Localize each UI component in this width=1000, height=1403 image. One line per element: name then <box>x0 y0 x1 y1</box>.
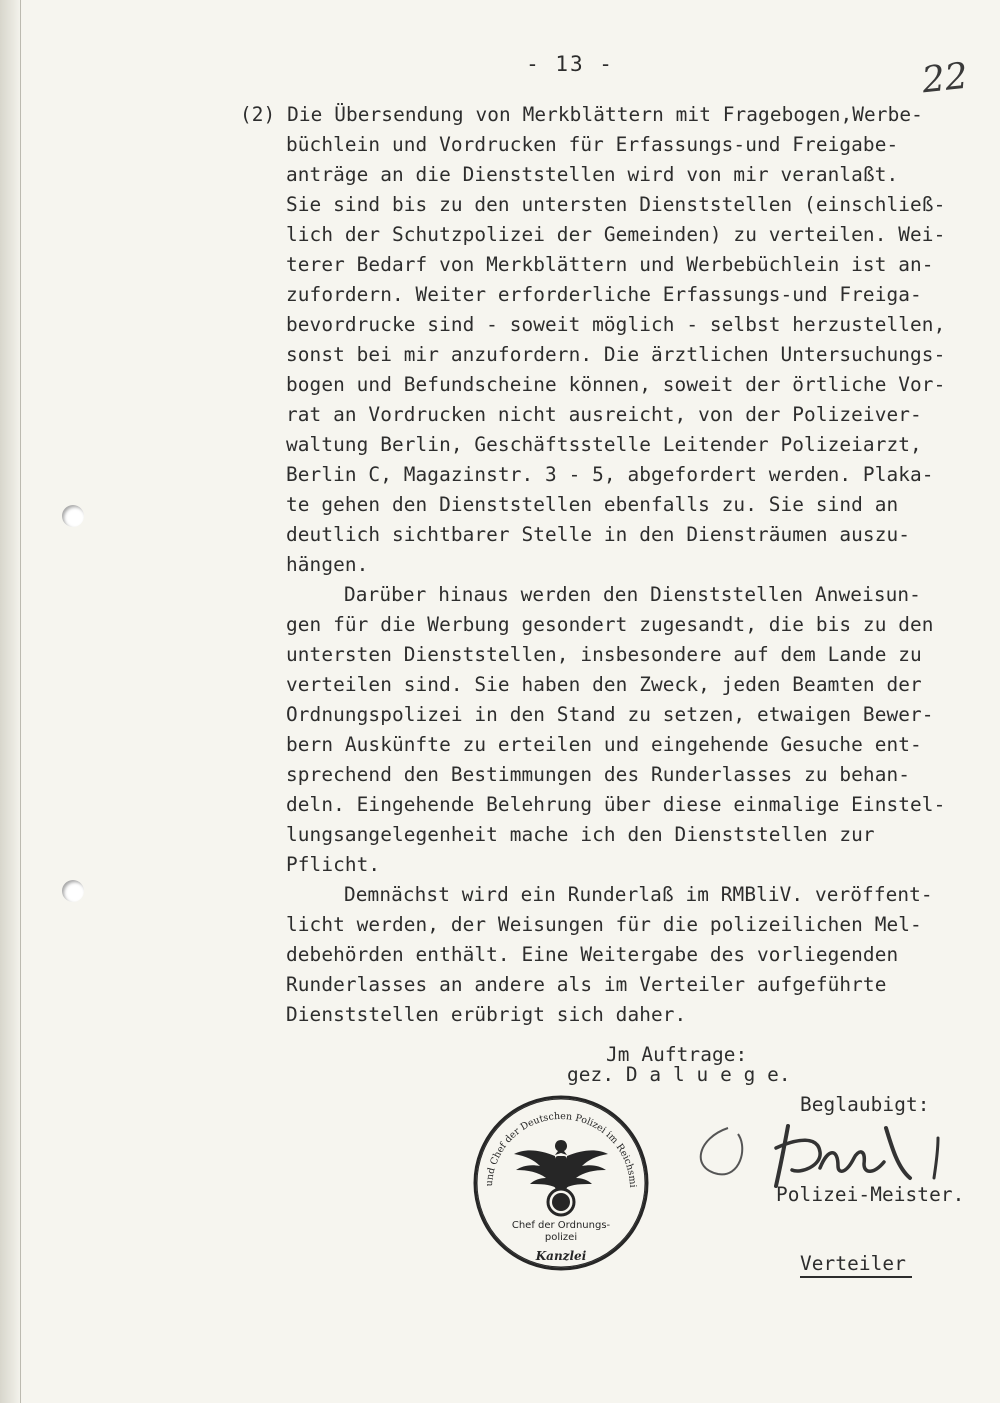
text-line: zufordern. Weiter erforderliche Erfassungs-und Freiga- <box>286 283 922 306</box>
certified-label: Beglaubigt: <box>800 1093 930 1116</box>
handwritten-signature <box>688 1108 958 1198</box>
eagle-emblem-icon <box>514 1140 608 1190</box>
text-line: debehörden enthält. Eine Weitergabe des vorliegenden <box>286 943 899 966</box>
stamp-outer-text: und Chef der Deutschen Polizei im Reichsmi <box>483 1110 639 1188</box>
text-line: lich der Schutzpolizei der Gemeinden) zu verteilen. Wei- <box>286 223 946 246</box>
archive-number: 22 <box>919 55 970 102</box>
text-line: Pflicht. <box>286 853 381 876</box>
punch-hole-top <box>62 505 84 527</box>
stamp-inner-text-1: Chef der Ordnungs- <box>511 1220 611 1231</box>
text-line: untersten Dienststellen, insbesondere auf dem Lande zu <box>286 643 922 666</box>
text-line: te gehen den Dienststellen ebenfalls zu. Sie sind an <box>286 493 899 516</box>
text-line: verteilen sind. Sie haben den Zweck, jeden Beamten der <box>286 673 922 696</box>
text-line: bevordrucke sind - soweit möglich - selbst herzustellen, <box>286 313 946 336</box>
wreath-emblem-icon <box>548 1189 574 1215</box>
text-line: bogen und Befundscheine können, soweit der örtliche Vor- <box>286 373 946 396</box>
text-line: büchlein und Vordrucken für Erfassungs-und Freigabe- <box>286 133 899 156</box>
text-line: licht werden, der Weisungen für die polizeilichen Mel- <box>286 913 922 936</box>
official-stamp <box>470 1092 652 1274</box>
rank-label: Polizei-Meister. <box>776 1183 965 1206</box>
text-line: Berlin C, Magazinstr. 3 - 5, abgefordert werden. Plaka- <box>286 463 934 486</box>
signed-by-line: gez. D a l u e g e. <box>567 1063 791 1086</box>
text-line: sprechend den Bestimmungen des Runderlasses zu behan- <box>286 763 911 786</box>
im-auftrage-label: Jm Auftrage: <box>606 1043 748 1066</box>
text-line: Dienststellen erübrigt sich daher. <box>286 1003 687 1026</box>
stamp-bottom-text: Kanzlei <box>535 1249 587 1263</box>
text-line: deutlich sichtbarer Stelle in den Diensträumen auszu- <box>286 523 911 546</box>
page-number: - 13 - <box>526 52 614 76</box>
text-line: terer Bedarf von Merkblättern und Werbebüchlein ist an- <box>286 253 934 276</box>
scan-edge <box>0 0 22 1403</box>
stamp-graphic <box>470 1092 652 1274</box>
text-line: Demnächst wird ein Runderlaß im RMBliV. veröffent- <box>344 883 933 906</box>
text-line: Ordnungspolizei in den Stand zu setzen, etwaigen Bewer- <box>286 703 934 726</box>
text-line: lungsangelegenheit mache ich den Dienststellen zur <box>286 823 875 846</box>
text-line: gen für die Werbung gesondert zugesandt, die bis zu den <box>286 613 934 636</box>
text-line: waltung Berlin, Geschäftsstelle Leitender Polizeiarzt, <box>286 433 922 456</box>
text-line: sonst bei mir anzufordern. Die ärztlichen Untersuchungs- <box>286 343 946 366</box>
text-line: anträge an die Dienststellen wird von mir veranlaßt. <box>286 163 899 186</box>
text-line: Darüber hinaus werden den Dienststellen Anweisun- <box>344 583 921 606</box>
punch-hole-bottom <box>62 880 84 902</box>
stamp-inner-text-2: polizei <box>544 1232 578 1243</box>
text-line: rat an Vordrucken nicht ausreicht, von der Polizeiver- <box>286 403 922 426</box>
distribution-underline <box>800 1276 912 1278</box>
distribution-label: Verteiler <box>800 1252 906 1275</box>
text-line: deln. Eingehende Belehrung über diese einmalige Einstel- <box>286 793 946 816</box>
text-line: hängen. <box>286 553 369 576</box>
text-line: (2) Die Übersendung von Merkblättern mit Fragebogen,Werbe- <box>240 103 923 126</box>
binding-edge-line <box>20 0 21 1403</box>
signature-scribble-icon <box>688 1108 958 1198</box>
text-line: bern Auskünfte zu erteilen und eingehende Gesuche ent- <box>286 733 922 756</box>
text-line: Runderlasses an andere als im Verteiler aufgeführte <box>286 973 887 996</box>
text-line: Sie sind bis zu den untersten Dienststellen (einschließ- <box>286 193 946 216</box>
